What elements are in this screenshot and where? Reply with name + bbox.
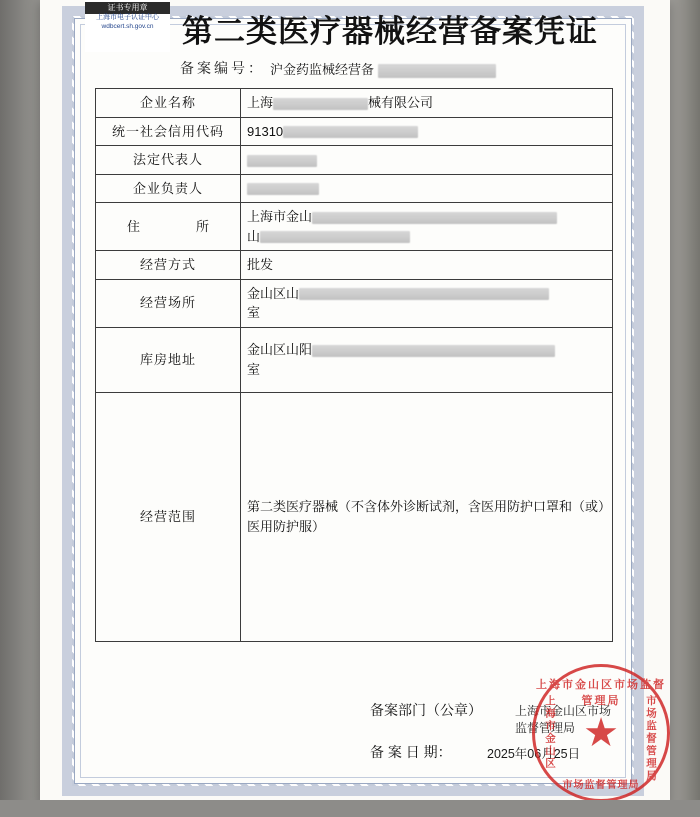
row-value-legal-rep (241, 146, 613, 175)
table-row (96, 174, 613, 203)
official-red-seal (532, 664, 670, 802)
seal-left-text: 上海市金山区 (544, 695, 556, 770)
page-title: 第二类医疗器械经营备案凭证 (182, 14, 598, 50)
record-number-label: 备案编号： (180, 60, 265, 76)
row-value-business-premises (241, 279, 613, 327)
table-row (96, 392, 613, 641)
table-row (96, 251, 613, 280)
photo-left-shadow (0, 0, 42, 817)
logo-line-url: wdbcert.sh.gov.cn (101, 22, 154, 30)
certification-authority-logo (85, 0, 170, 52)
table-row (96, 146, 613, 175)
row-label-warehouse-address: 库房地址 (96, 327, 241, 392)
photo-bottom-shadow (0, 800, 700, 817)
record-number-value (270, 59, 496, 78)
logo-seal-text: 证书专用章 (85, 2, 170, 14)
record-number-text: 沪金药监械经营备 (270, 62, 375, 77)
value-text-premises-line2: 室 (247, 305, 261, 320)
value-text-enterprise-head (247, 179, 606, 199)
row-label-business-scope: 经营范围 (96, 392, 241, 641)
date-label: 备 案 日 期： (370, 744, 452, 760)
photo-right-shadow (668, 0, 700, 817)
department-value: 上海市金山区市场监督管理局 (515, 704, 612, 735)
value-text-premises-line1: 金山区山 (247, 284, 606, 304)
row-value-company-name (241, 89, 613, 118)
table-row (96, 89, 613, 118)
row-value-credit-code (241, 117, 613, 146)
value-text-warehouse-line1: 金山区山阳 (247, 340, 606, 360)
value-text-credit-code: 91310 (247, 122, 606, 142)
row-value-warehouse-address (241, 327, 613, 392)
row-label-business-premises: 经营场所 (96, 279, 241, 327)
row-value-business-mode: 批发 (241, 251, 613, 280)
value-text-company-name: 上海 械有限公司 (247, 95, 434, 110)
row-value-enterprise-head (241, 174, 613, 203)
star-icon: ★ (583, 711, 619, 755)
value-text-address-line2: 山 (247, 227, 606, 247)
seal-right-text: 市场监督管理局 (645, 695, 657, 783)
record-number-row (160, 56, 630, 80)
table-row (96, 203, 613, 251)
record-table (95, 88, 613, 642)
table-row (96, 117, 613, 146)
logo-line-authority: 上海市电子认证中心 (96, 14, 159, 21)
row-label-enterprise-head: 企业负责人 (96, 174, 241, 203)
date-value: 2025年06月25日 (487, 747, 581, 761)
value-text-address-line1: 上海市金山 (247, 207, 606, 227)
row-label-company-name: 企业名称 (96, 89, 241, 118)
row-value-business-scope: 第二类医疗器械（不含体外诊断试剂，含医用防护口罩和（或）医用防护服） (241, 392, 613, 641)
value-text-legal-rep (247, 150, 606, 170)
row-value-address (241, 203, 613, 251)
department-label: 备案部门（公章） (370, 702, 482, 718)
row-label-address: 住 所 (96, 203, 241, 251)
redaction-block (378, 64, 496, 78)
certificate-paper (40, 0, 670, 810)
row-label-legal-rep: 法定代表人 (96, 146, 241, 175)
table-row (96, 327, 613, 392)
table-row (96, 279, 613, 327)
seal-bottom-text: 市场监督管理局 (562, 780, 640, 791)
value-text-warehouse-line2: 室 (247, 361, 261, 377)
row-label-business-mode: 经营方式 (96, 251, 241, 280)
row-label-credit-code: 统一社会信用代码 (96, 117, 241, 146)
seal-top-text: 上海市金山区市场监督管理局 (536, 679, 666, 707)
